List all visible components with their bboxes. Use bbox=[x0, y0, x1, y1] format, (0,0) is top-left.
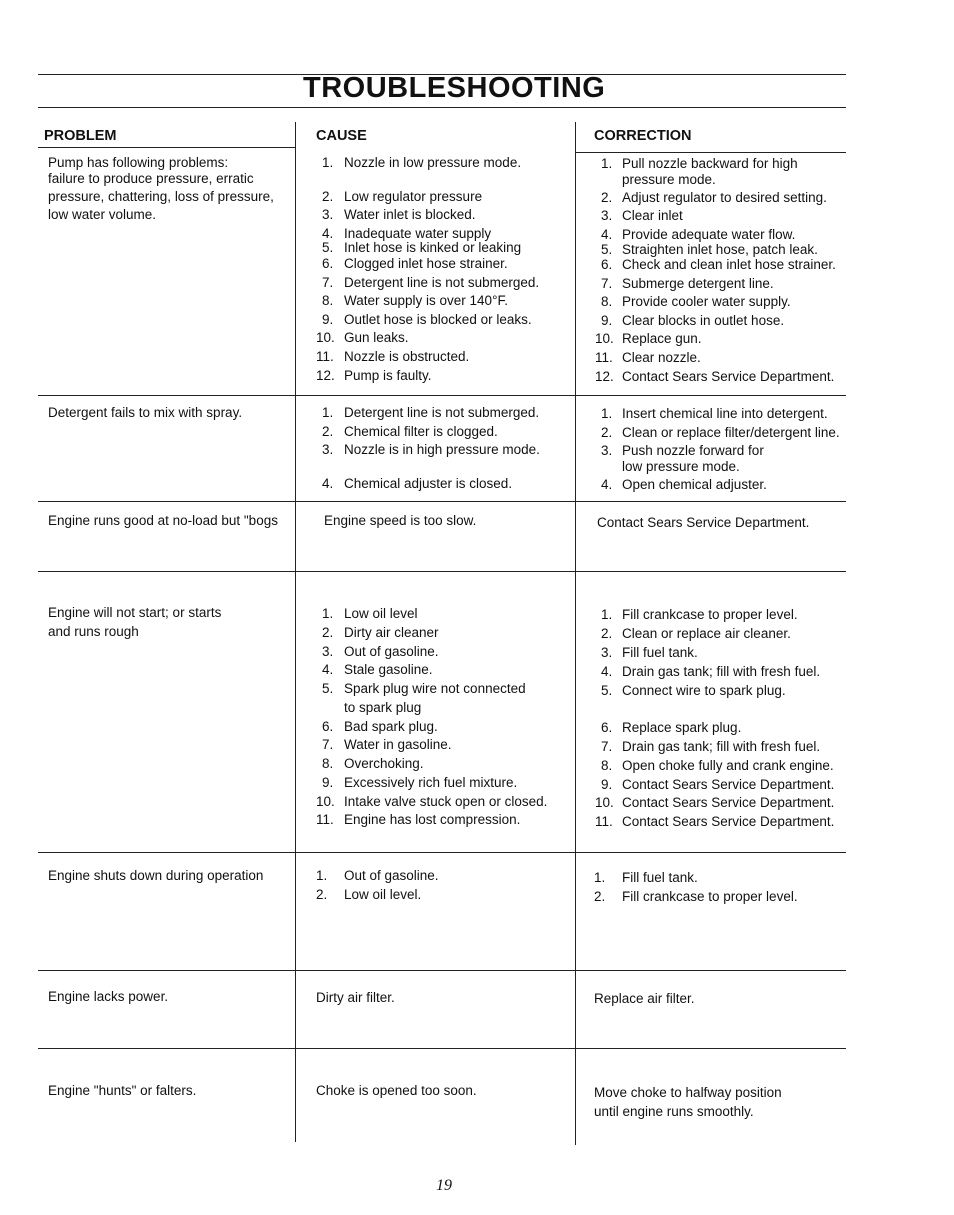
problem-text: and runs rough bbox=[48, 624, 139, 639]
cause-text: Low oil level bbox=[344, 606, 418, 621]
cause-text: Water in gasoline. bbox=[344, 737, 452, 752]
correction-number: 2. bbox=[601, 190, 613, 205]
correction-text: Straighten inlet hose, patch leak. bbox=[622, 242, 818, 257]
cause-text: Stale gasoline. bbox=[344, 662, 433, 677]
cause-number: 2. bbox=[322, 625, 334, 640]
page-title: TROUBLESHOOTING bbox=[303, 72, 606, 104]
problem-text: failure to produce pressure, erratic bbox=[48, 171, 254, 186]
correction-number: 6. bbox=[601, 720, 613, 735]
cause-text: Low regulator pressure bbox=[344, 189, 483, 204]
correction-number: 11. bbox=[595, 350, 613, 365]
cause-text: Pump is faulty. bbox=[344, 368, 432, 383]
correction-number: 1. bbox=[601, 406, 613, 421]
cause-number: 11. bbox=[316, 812, 334, 827]
cause-text: Choke is opened too soon. bbox=[316, 1083, 477, 1098]
cause-number: 9. bbox=[322, 775, 334, 790]
cause-number: 6. bbox=[322, 256, 334, 271]
problem-text: Engine runs good at no-load but "bogs bbox=[48, 513, 278, 528]
correction-text: Open chemical adjuster. bbox=[622, 477, 767, 492]
cause-number: 2. bbox=[322, 424, 334, 439]
cause-text: Inlet hose is kinked or leaking bbox=[344, 240, 522, 255]
cause-text: Engine has lost compression. bbox=[344, 812, 521, 827]
correction-text: Provide adequate water flow. bbox=[622, 227, 796, 242]
correction-text: Clear blocks in outlet hose. bbox=[622, 313, 785, 328]
correction-text: Open choke fully and crank engine. bbox=[622, 758, 834, 773]
correction-text: Contact Sears Service Department. bbox=[597, 515, 810, 530]
cause-text: Water supply is over 140°F. bbox=[344, 293, 508, 308]
title-bottom-rule bbox=[38, 107, 846, 108]
problem-text: Engine will not start; or starts bbox=[48, 605, 222, 620]
correction-number: 7. bbox=[601, 276, 613, 291]
cause-text: Excessively rich fuel mixture. bbox=[344, 775, 518, 790]
cause-text: Nozzle is obstructed. bbox=[344, 349, 470, 364]
correction-text: Check and clean inlet hose strainer. bbox=[622, 257, 836, 272]
correction-number: 2. bbox=[601, 626, 613, 641]
correction-text: Fill crankcase to proper level. bbox=[622, 889, 798, 904]
correction-text: low pressure mode. bbox=[622, 459, 740, 474]
correction-text: Clean or replace air cleaner. bbox=[622, 626, 791, 641]
correction-text: pressure mode. bbox=[622, 172, 716, 187]
correction-text: Fill fuel tank. bbox=[622, 870, 698, 885]
cause-number: 3. bbox=[322, 442, 334, 457]
correction-text: Contact Sears Service Department. bbox=[622, 777, 835, 792]
correction-text: Pull nozzle backward for high bbox=[622, 156, 798, 171]
cause-text: Dirty air cleaner bbox=[344, 625, 439, 640]
cause-text: Out of gasoline. bbox=[344, 868, 439, 883]
column-divider-left bbox=[295, 122, 296, 1142]
correction-number: 1. bbox=[601, 156, 613, 171]
cause-number: 1. bbox=[322, 155, 334, 170]
correction-text: Insert chemical line into detergent. bbox=[622, 406, 828, 421]
row-separator bbox=[38, 1048, 846, 1049]
header-correction: CORRECTION bbox=[594, 128, 692, 144]
cause-number: 4. bbox=[322, 226, 334, 241]
cause-text: to spark plug bbox=[344, 700, 422, 715]
correction-text: Submerge detergent line. bbox=[622, 276, 774, 291]
cause-text: Overchoking. bbox=[344, 756, 424, 771]
cause-number: 1. bbox=[316, 868, 328, 883]
correction-number: 5. bbox=[601, 683, 613, 698]
correction-number: 3. bbox=[601, 208, 613, 223]
cause-text: Chemical adjuster is closed. bbox=[344, 476, 513, 491]
cause-text: Out of gasoline. bbox=[344, 644, 439, 659]
header-underline-correction bbox=[576, 152, 846, 153]
correction-text: Provide cooler water supply. bbox=[622, 294, 791, 309]
correction-number: 8. bbox=[601, 294, 613, 309]
cause-text: Chemical filter is clogged. bbox=[344, 424, 498, 439]
cause-text: Outlet hose is blocked or leaks. bbox=[344, 312, 532, 327]
cause-text: Intake valve stuck open or closed. bbox=[344, 794, 548, 809]
cause-text: Gun leaks. bbox=[344, 330, 409, 345]
correction-number: 11. bbox=[595, 814, 613, 829]
page-number: 19 bbox=[436, 1177, 452, 1194]
cause-number: 4. bbox=[322, 476, 334, 491]
correction-number: 9. bbox=[601, 313, 613, 328]
correction-text: Fill fuel tank. bbox=[622, 645, 698, 660]
cause-number: 8. bbox=[322, 756, 334, 771]
cause-text: Nozzle is in high pressure mode. bbox=[344, 442, 540, 457]
cause-number: 9. bbox=[322, 312, 334, 327]
row-separator bbox=[38, 395, 846, 396]
cause-text: Low oil level. bbox=[344, 887, 422, 902]
cause-number: 3. bbox=[322, 207, 334, 222]
problem-text: Pump has following problems: bbox=[48, 155, 229, 170]
correction-number: 3. bbox=[601, 443, 613, 458]
correction-number: 7. bbox=[601, 739, 613, 754]
correction-number: 10. bbox=[595, 795, 614, 810]
header-underline-problem bbox=[38, 147, 296, 148]
correction-text: Replace spark plug. bbox=[622, 720, 742, 735]
cause-text: Clogged inlet hose strainer. bbox=[344, 256, 508, 271]
correction-number: 8. bbox=[601, 758, 613, 773]
row-separator bbox=[38, 501, 846, 502]
cause-number: 3. bbox=[322, 644, 334, 659]
cause-number: 8. bbox=[322, 293, 334, 308]
cause-number: 5. bbox=[322, 681, 334, 696]
cause-number: 5. bbox=[322, 240, 334, 255]
correction-text: Replace gun. bbox=[622, 331, 702, 346]
correction-text: Push nozzle forward for bbox=[622, 443, 764, 458]
cause-number: 12. bbox=[316, 368, 335, 383]
cause-number: 4. bbox=[322, 662, 334, 677]
problem-text: pressure, chattering, loss of pressure, bbox=[48, 189, 274, 204]
correction-number: 10. bbox=[595, 331, 614, 346]
correction-number: 4. bbox=[601, 477, 613, 492]
cause-text: Bad spark plug. bbox=[344, 719, 438, 734]
column-divider-right bbox=[575, 122, 576, 1145]
correction-number: 4. bbox=[601, 664, 613, 679]
correction-text: Replace air filter. bbox=[594, 991, 695, 1006]
correction-text: Clear inlet bbox=[622, 208, 683, 223]
cause-text: Nozzle in low pressure mode. bbox=[344, 155, 522, 170]
correction-number: 1. bbox=[594, 870, 606, 885]
correction-text: Drain gas tank; fill with fresh fuel. bbox=[622, 739, 821, 754]
cause-text: Detergent line is not submerged. bbox=[344, 275, 540, 290]
cause-number: 10. bbox=[316, 794, 335, 809]
problem-text: Engine lacks power. bbox=[48, 989, 169, 1004]
correction-text: Contact Sears Service Department. bbox=[622, 369, 835, 384]
cause-text: Spark plug wire not connected bbox=[344, 681, 526, 696]
correction-number: 3. bbox=[601, 645, 613, 660]
header-cause: CAUSE bbox=[316, 128, 367, 144]
correction-text: Connect wire to spark plug. bbox=[622, 683, 786, 698]
correction-number: 9. bbox=[601, 777, 613, 792]
cause-number: 2. bbox=[322, 189, 334, 204]
cause-text: Inadequate water supply bbox=[344, 226, 492, 241]
row-separator bbox=[38, 970, 846, 971]
correction-text: Clear nozzle. bbox=[622, 350, 701, 365]
correction-text: until engine runs smoothly. bbox=[594, 1104, 754, 1119]
cause-text: Water inlet is blocked. bbox=[344, 207, 476, 222]
cause-text: Detergent line is not submerged. bbox=[344, 405, 540, 420]
row-separator bbox=[38, 852, 846, 853]
cause-number: 11. bbox=[316, 349, 334, 364]
problem-text: Engine "hunts" or falters. bbox=[48, 1083, 197, 1098]
correction-text: Contact Sears Service Department. bbox=[622, 795, 835, 810]
problem-text: low water volume. bbox=[48, 207, 157, 222]
cause-number: 1. bbox=[322, 606, 334, 621]
correction-number: 6. bbox=[601, 257, 613, 272]
row-separator bbox=[38, 571, 846, 572]
correction-number: 2. bbox=[601, 425, 613, 440]
correction-number: 1. bbox=[601, 607, 613, 622]
cause-text: Engine speed is too slow. bbox=[324, 513, 477, 528]
header-problem: PROBLEM bbox=[44, 128, 117, 144]
correction-text: Contact Sears Service Department. bbox=[622, 814, 835, 829]
cause-text: Dirty air filter. bbox=[316, 990, 395, 1005]
correction-number: 12. bbox=[595, 369, 614, 384]
cause-number: 6. bbox=[322, 719, 334, 734]
correction-text: Clean or replace filter/detergent line. bbox=[622, 425, 840, 440]
correction-text: Move choke to halfway position bbox=[594, 1085, 782, 1100]
correction-number: 4. bbox=[601, 227, 613, 242]
cause-number: 7. bbox=[322, 737, 334, 752]
cause-number: 2. bbox=[316, 887, 328, 902]
correction-text: Adjust regulator to desired setting. bbox=[622, 190, 827, 205]
cause-number: 1. bbox=[322, 405, 334, 420]
problem-text: Detergent fails to mix with spray. bbox=[48, 405, 243, 420]
cause-number: 10. bbox=[316, 330, 335, 345]
correction-text: Drain gas tank; fill with fresh fuel. bbox=[622, 664, 821, 679]
correction-number: 2. bbox=[594, 889, 606, 904]
correction-number: 5. bbox=[601, 242, 613, 257]
correction-text: Fill crankcase to proper level. bbox=[622, 607, 798, 622]
cause-number: 7. bbox=[322, 275, 334, 290]
problem-text: Engine shuts down during operation bbox=[48, 868, 264, 883]
